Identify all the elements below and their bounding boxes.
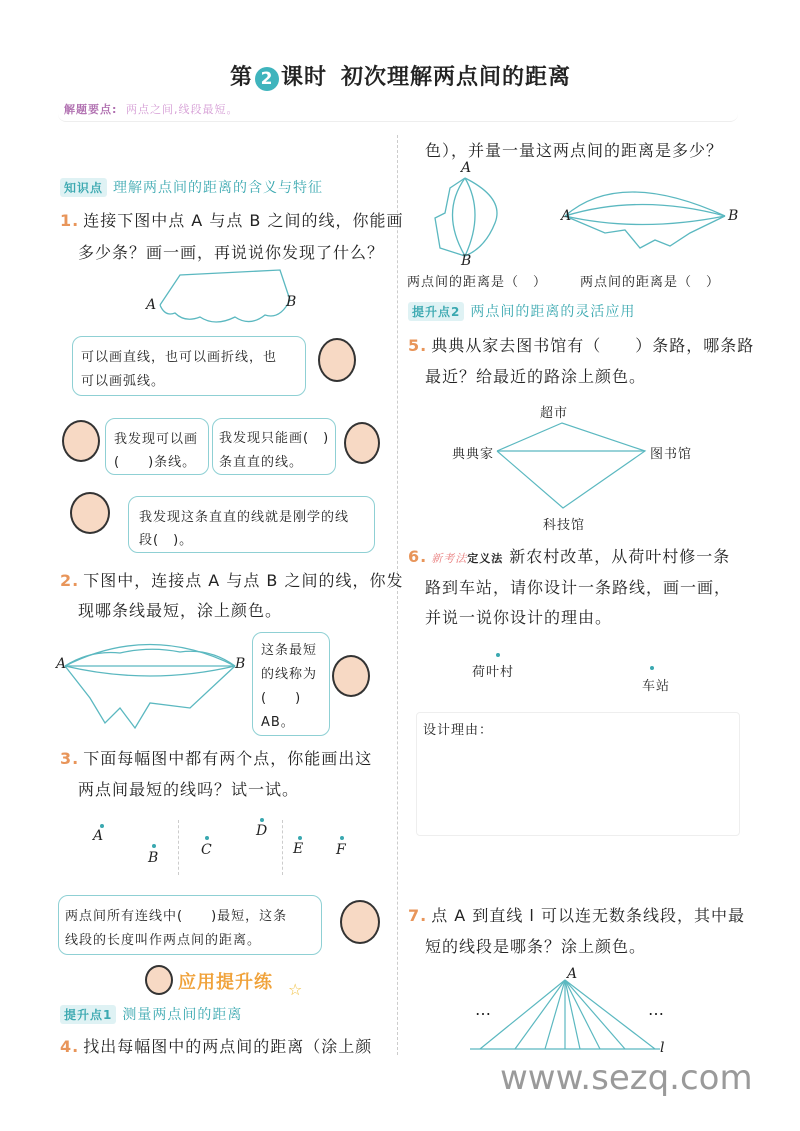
girl-avatar	[318, 338, 356, 382]
q3-line1	[60, 746, 372, 769]
line-l-label: l	[660, 1040, 666, 1056]
q-text: 连接下图中点 A 与点 B 之间的线，你能画	[83, 211, 404, 230]
q6-line3: 并说一说你设计的理由。	[425, 608, 613, 627]
lesson-prefix: 第	[230, 65, 254, 90]
village-label: 荷叶村	[472, 665, 515, 680]
home-label: 典典家	[452, 447, 495, 462]
point-b-label: B	[728, 208, 740, 224]
q1-line2: 多少条？画一画，再说说你发现了什么？	[78, 243, 385, 262]
boy-avatar	[332, 655, 370, 697]
library-label: 图书馆	[650, 447, 693, 462]
q-text: 下面每幅图中都有两个点，你能画出这	[83, 749, 373, 768]
q-num: 6.	[408, 547, 428, 566]
q-num: 3.	[60, 749, 80, 768]
q6-line1	[408, 544, 730, 567]
kp-badge: 提升点2	[408, 302, 464, 321]
point-label: F	[336, 842, 347, 858]
q3-line2: 两点间最短的线吗？试一试。	[78, 780, 300, 799]
kp-text: 理解两点间的距离的含义与特征	[113, 180, 324, 196]
kp-badge: 知识点	[60, 178, 107, 197]
tip-label: 解题要点:	[64, 103, 118, 116]
ellipsis: …	[648, 1000, 665, 1019]
section-title: 应用提升练	[178, 972, 273, 993]
supermarket-label: 超市	[540, 406, 569, 421]
box-text: 线段的长度叫作两点间的距离。	[65, 933, 262, 948]
q6-line2: 路到车站，请你设计一条路线，画一画，	[425, 578, 732, 597]
answer-2[interactable]: 两点间的距离是（ ）	[580, 275, 721, 290]
q-text: 找出每幅图中的两点间的距离（涂上颜	[83, 1037, 373, 1056]
kp-text: 测量两点间的距离	[122, 1007, 243, 1023]
point-d	[260, 818, 264, 822]
point-a-label: A	[146, 297, 158, 313]
q-num: 4.	[60, 1037, 80, 1056]
q-text: 典典从家去图书馆有（ ）条路，哪条路	[431, 336, 755, 355]
station-point	[650, 666, 654, 670]
bubble-text: 这条最短	[261, 643, 318, 658]
point-b	[152, 844, 156, 848]
tip-bar	[58, 97, 738, 122]
girl-avatar	[340, 900, 380, 944]
title: 初次理解两点间的距离	[341, 65, 572, 90]
point-a-label: A	[561, 208, 573, 224]
point-label: E	[293, 841, 305, 857]
q-text: 点 A 到直线 l 可以连无数条线段，其中最	[431, 906, 745, 925]
boy-avatar	[344, 422, 380, 464]
q-text: 新农村改革，从荷叶村修一条	[509, 547, 731, 566]
q2-line1	[60, 568, 404, 591]
q-num: 7.	[408, 906, 428, 925]
q7-line1	[408, 903, 745, 926]
q4-continued: 色），并量一量这两点间的距离是多少？	[425, 141, 724, 160]
bubble-text: ( )	[261, 691, 302, 706]
point-b-label: B	[235, 656, 247, 672]
speech-bubble-4	[128, 496, 375, 553]
point-c	[205, 836, 209, 840]
lesson-suffix: 课时	[281, 65, 328, 90]
definition-box	[58, 895, 322, 955]
box-text: 两点间所有连线中( )最短，这条	[65, 909, 288, 924]
village-point	[496, 653, 500, 657]
bubble-text: ( )条线。	[114, 455, 197, 470]
q1-diagram	[140, 265, 310, 335]
tag-new-method: 新考法	[431, 552, 468, 565]
divider	[178, 820, 179, 875]
q2-line2: 现哪条线最短，涂上颜色。	[78, 601, 283, 620]
kp-badge: 提升点1	[60, 1005, 116, 1024]
q7-line2: 短的线段是哪条？涂上颜色。	[425, 937, 647, 956]
column-divider	[397, 135, 398, 1055]
kp-text: 两点间的距离的灵活应用	[470, 304, 636, 320]
station-label: 车站	[642, 679, 671, 694]
point-e	[298, 836, 302, 840]
knowledge-point-1	[60, 177, 323, 197]
answer-1[interactable]: 两点间的距离是（ ）	[407, 275, 548, 290]
q2-diagram	[60, 628, 245, 738]
q4-line1	[60, 1034, 372, 1057]
bubble-text: 的线称为	[261, 667, 318, 682]
point-label: D	[256, 823, 269, 839]
girl-avatar	[62, 420, 100, 462]
reason-label: 设计理由：	[423, 723, 494, 738]
bubble-text: AB。	[261, 715, 295, 730]
tag-definition: 定义法	[467, 552, 504, 565]
knowledge-point-3	[408, 301, 635, 321]
bubble-text: 条直直的线。	[219, 455, 304, 470]
point-b-label: B	[286, 294, 298, 310]
bubble-text: 可以画直线，也可以画折线，也	[81, 350, 278, 365]
speech-bubble-5	[252, 632, 330, 736]
q5-line1	[408, 333, 754, 356]
point-b-label: B	[461, 253, 473, 269]
point-label: B	[148, 850, 160, 866]
divider	[282, 820, 283, 875]
tip-text: 两点之间,线段最短。	[126, 103, 239, 116]
bubble-text: 我发现只能画( )	[219, 431, 330, 446]
q-num: 1.	[60, 211, 80, 230]
q-text: 下图中，连接点 A 与点 B 之间的线，你发	[83, 571, 404, 590]
bubble-text: 我发现这条直直的线就是刚学的线	[139, 510, 350, 525]
point-f	[340, 836, 344, 840]
mascot-icon	[145, 965, 173, 995]
bubble-text: 可以画弧线。	[81, 374, 166, 389]
point-a-label: A	[461, 160, 473, 176]
boy-avatar	[70, 492, 110, 534]
speech-bubble-1	[72, 336, 306, 396]
reason-box[interactable]	[416, 712, 740, 836]
speech-bubble-2	[105, 418, 209, 475]
bubble-text: 我发现可以画	[114, 432, 199, 447]
q-num: 5.	[408, 336, 428, 355]
star-icon: ☆	[288, 980, 304, 999]
speech-bubble-3	[212, 418, 336, 475]
q4-diagrams	[430, 168, 750, 268]
lesson-number: 2	[255, 67, 279, 91]
bubble-text: 段( )。	[139, 533, 194, 548]
point-a-label: A	[56, 656, 68, 672]
point-label: C	[201, 842, 213, 858]
museum-label: 科技馆	[543, 518, 586, 533]
q1-line1	[60, 208, 404, 231]
point-a-label: A	[567, 966, 579, 982]
watermark: www.sezq.com	[500, 1058, 753, 1098]
point-label: A	[93, 828, 105, 844]
ellipsis: …	[475, 1000, 492, 1019]
q-num: 2.	[60, 571, 80, 590]
knowledge-point-2	[60, 1004, 242, 1024]
q5-line2: 最近？给最近的路涂上颜色。	[425, 367, 647, 386]
lesson-title	[230, 60, 571, 91]
q7-diagram	[465, 975, 670, 1055]
q5-map	[490, 415, 655, 515]
